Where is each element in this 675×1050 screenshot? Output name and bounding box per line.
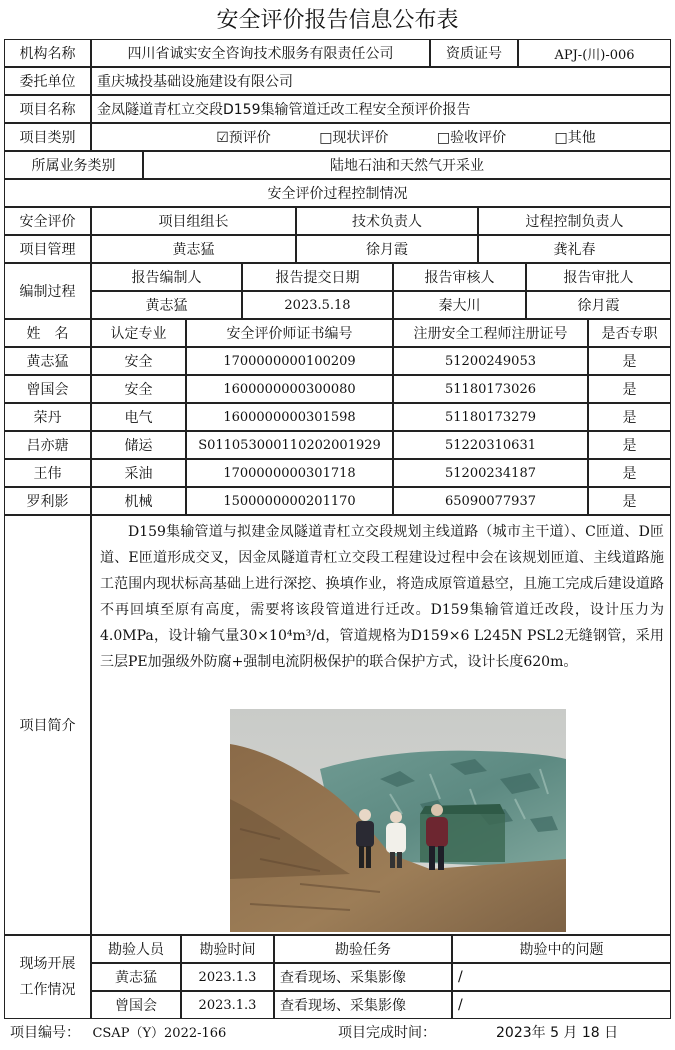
intro-paragraph: D159集输管道与拟建金凤隧道青杠立交段规划主线道路（城市主干道）、C匝道、D匝道、E匝道形成交叉，因金凤隧道青杠立交段工程建设过程中会在该规划匝道、主线道路施工范围内现状标高基础上进行深挖、换填作业，将造成原管道悬空，且施工完成后建设道路不再回填至原有高度，需要将该段管道进行迁改。D159集输管道迁改段，设计压力为4.0MPa，设计输气量30×10⁴m³/d，管道规格为D159×6 L245N PSL2无缝钢管，采用三层PE加强级外防腐+强制电流阴极保护的联合保护方式，设计长度620m。 xyxy=(100,524,664,670)
header-tech-lead: 技术负责人 xyxy=(296,207,478,235)
checkbox-icon: □ xyxy=(319,130,333,146)
staff-header-reg: 注册安全工程师注册证号 xyxy=(393,319,588,347)
site-inspector: 曾国会 xyxy=(91,991,181,1019)
site-photo xyxy=(230,709,566,932)
staff-major: 机械 xyxy=(91,487,186,515)
header-reviewer: 报告审核人 xyxy=(393,263,526,291)
staff-reg: 51220310631 xyxy=(393,431,588,459)
cert-value: APJ-(川)-006 xyxy=(518,39,671,67)
staff-header-fulltime: 是否专职 xyxy=(588,319,671,347)
page-title: 安全评价报告信息公布表 xyxy=(216,8,459,33)
staff-major: 安全 xyxy=(91,347,186,375)
checked-box-icon: ☑ xyxy=(216,130,229,146)
staff-name: 曾国会 xyxy=(4,375,91,403)
staff-major: 电气 xyxy=(91,403,186,431)
reviewer-name: 秦大川 xyxy=(393,291,526,319)
submit-date: 2023.5.18 xyxy=(242,291,393,319)
header-compiler: 报告编制人 xyxy=(91,263,242,291)
site-time: 2023.1.3 xyxy=(181,991,274,1019)
staff-name: 黄志猛 xyxy=(4,347,91,375)
site-issue: / xyxy=(452,963,671,991)
staff-fulltime: 是 xyxy=(588,431,671,459)
staff-header-cert: 安全评价师证书编号 xyxy=(186,319,393,347)
management-label-1: 安全评价 xyxy=(4,207,91,235)
intro-content xyxy=(91,515,671,935)
option-status-evaluation: □现状评价 xyxy=(319,130,389,146)
business-value: 陆地石油和天然气开采业 xyxy=(143,151,671,179)
site-inspector: 黄志猛 xyxy=(91,963,181,991)
completion-date-label: 项目完成时间： xyxy=(338,1025,436,1041)
staff-cert: 1500000000201170 xyxy=(186,487,393,515)
management-label-2: 项目管理 xyxy=(4,235,91,263)
staff-name: 罗利影 xyxy=(4,487,91,515)
site-label xyxy=(4,935,91,1019)
staff-name: 荣丹 xyxy=(4,403,91,431)
staff-fulltime: 是 xyxy=(588,347,671,375)
staff-cert: 1600000000301598 xyxy=(186,403,393,431)
institution-label: 机构名称 xyxy=(4,39,91,67)
staff-header-name: 姓 名 xyxy=(4,319,91,347)
staff-fulltime: 是 xyxy=(588,375,671,403)
staff-name: 吕亦瑭 xyxy=(4,431,91,459)
project-type-label: 项目类别 xyxy=(4,123,91,151)
staff-major: 采油 xyxy=(91,459,186,487)
staff-cert: S011053000110202001929 xyxy=(186,431,393,459)
project-name-label: 项目名称 xyxy=(4,95,91,123)
site-time: 2023.1.3 xyxy=(181,963,274,991)
team-leader-name: 黄志猛 xyxy=(91,235,296,263)
staff-name: 王伟 xyxy=(4,459,91,487)
option-other: □其他 xyxy=(554,130,596,146)
business-label: 所属业务类别 xyxy=(4,151,143,179)
institution-value: 四川省诚实安全咨询技术服务有限责任公司 xyxy=(91,39,430,67)
project-code-value: CSAP（Y）2022-166 xyxy=(92,1026,227,1041)
project-type-options xyxy=(91,123,671,151)
staff-reg: 51180173026 xyxy=(393,375,588,403)
site-header-inspector: 勘验人员 xyxy=(91,935,181,963)
header-submit-date: 报告提交日期 xyxy=(242,263,393,291)
checkbox-icon: □ xyxy=(436,130,451,146)
staff-cert: 1600000000300080 xyxy=(186,375,393,403)
project-code xyxy=(10,1022,226,1044)
site-label-line-2: 工作情况 xyxy=(19,982,76,998)
staff-reg: 65090077937 xyxy=(393,487,588,515)
staff-fulltime: 是 xyxy=(588,459,671,487)
staff-header-major: 认定专业 xyxy=(91,319,186,347)
header-team-leader: 项目组组长 xyxy=(91,207,296,235)
process-lead-name: 龚礼春 xyxy=(478,235,671,263)
approver-name: 徐月霞 xyxy=(526,291,671,319)
completion-date-value: 2023年 5 月 18 日 xyxy=(496,1025,619,1041)
cert-label: 资质证号 xyxy=(430,39,518,67)
checkbox-icon: □ xyxy=(554,130,568,146)
staff-reg: 51200234187 xyxy=(393,459,588,487)
intro-label: 项目简介 xyxy=(4,515,91,935)
project-code-label: 项目编号： xyxy=(10,1025,80,1041)
tech-lead-name: 徐月霞 xyxy=(296,235,478,263)
compilation-label: 编制过程 xyxy=(4,263,91,319)
client-label: 委托单位 xyxy=(4,67,91,95)
header-process-lead: 过程控制负责人 xyxy=(478,207,671,235)
client-value: 重庆城投基础设施建设有限公司 xyxy=(91,67,671,95)
staff-reg: 51200249053 xyxy=(393,347,588,375)
process-header: 安全评价过程控制情况 xyxy=(4,179,671,207)
site-task: 查看现场、采集影像 xyxy=(274,991,452,1019)
staff-major: 安全 xyxy=(91,375,186,403)
staff-fulltime: 是 xyxy=(588,487,671,515)
header-approver: 报告审批人 xyxy=(526,263,671,291)
site-task: 查看现场、采集影像 xyxy=(274,963,452,991)
site-header-task: 勘验任务 xyxy=(274,935,452,963)
option-acceptance-evaluation: □验收评价 xyxy=(436,130,507,146)
project-name-value: 金凤隧道青杠立交段D159集输管道迁改工程安全预评价报告 xyxy=(91,95,671,123)
site-issue: / xyxy=(452,991,671,1019)
staff-major: 储运 xyxy=(91,431,186,459)
compiler-name: 黄志猛 xyxy=(91,291,242,319)
option-pre-evaluation: ☑预评价 xyxy=(216,130,271,146)
site-header-time: 勘验时间 xyxy=(181,935,274,963)
staff-cert: 1700000000301718 xyxy=(186,459,393,487)
site-header-issues: 勘验中的问题 xyxy=(452,935,671,963)
staff-fulltime: 是 xyxy=(588,403,671,431)
site-label-line-1: 现场开展 xyxy=(19,956,76,972)
staff-reg: 51180173279 xyxy=(393,403,588,431)
staff-cert: 1700000000100209 xyxy=(186,347,393,375)
